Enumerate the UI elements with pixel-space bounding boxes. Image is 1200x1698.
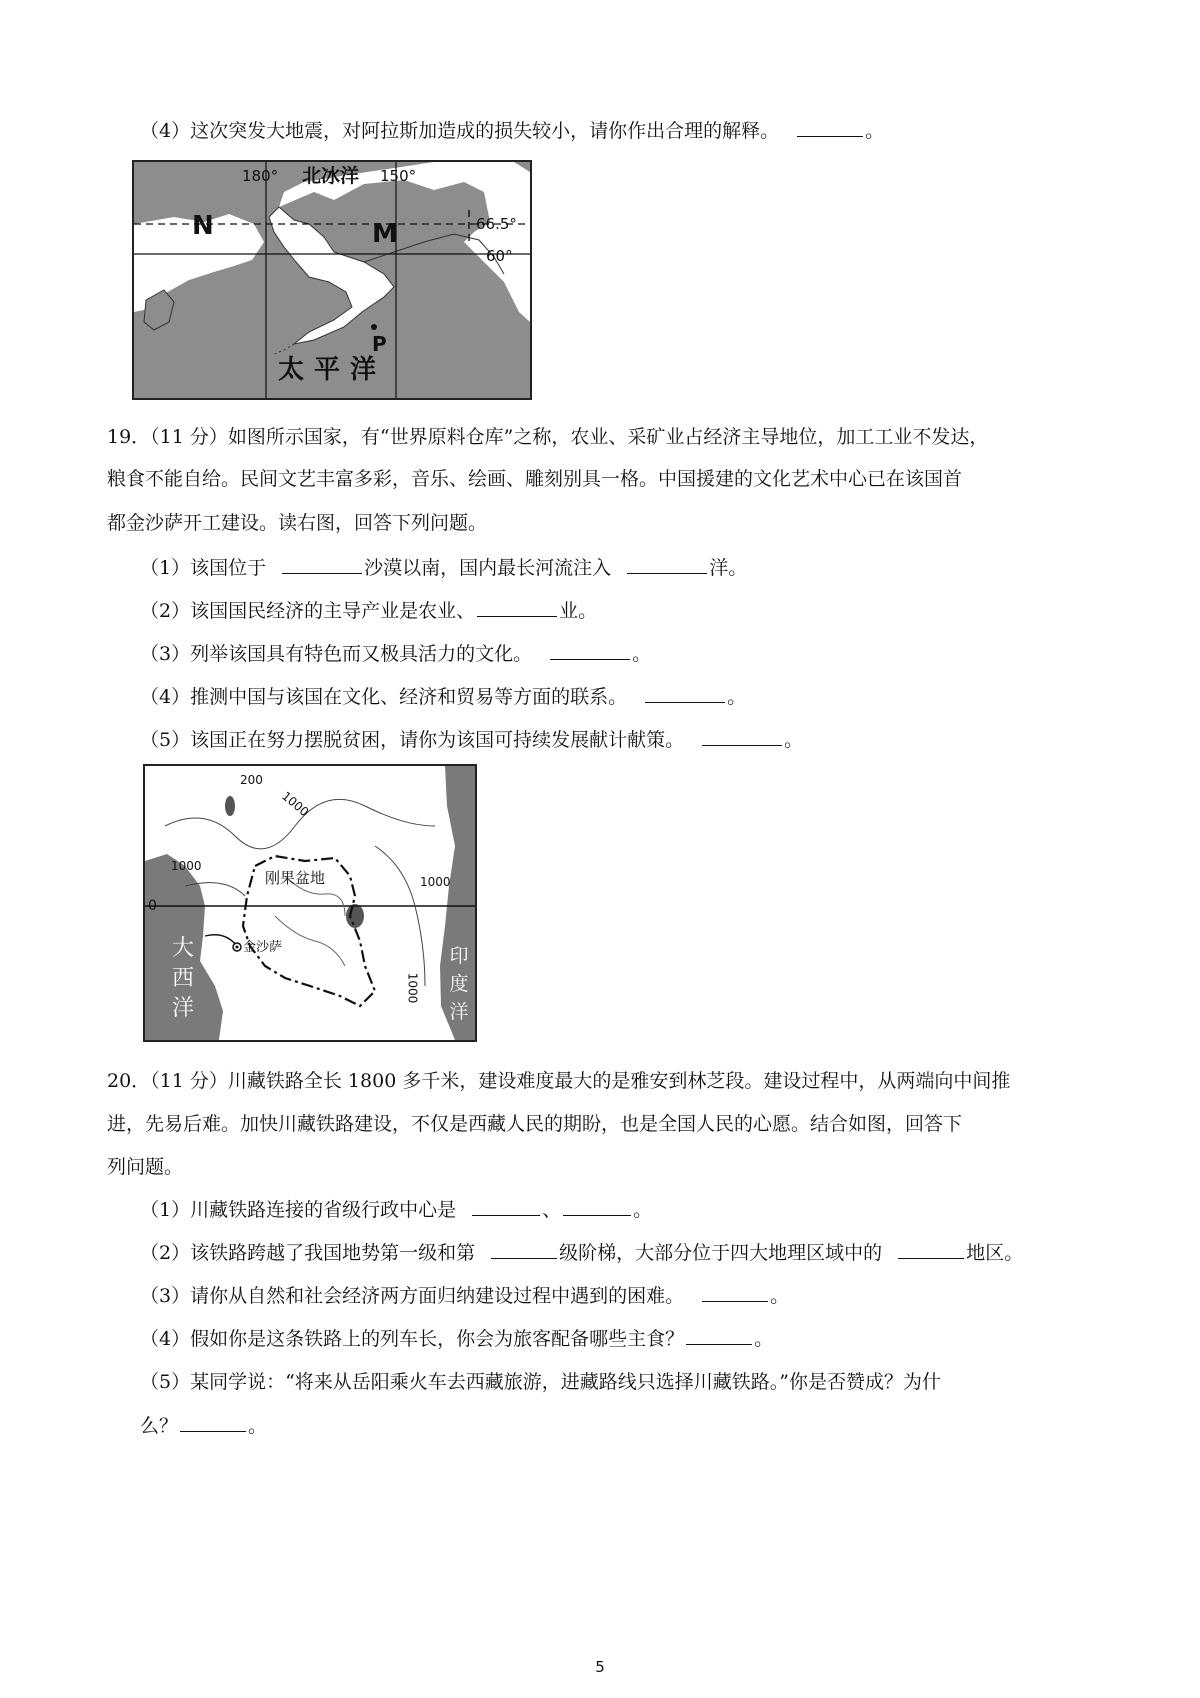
q19-stem-line3: 都金沙萨开工建设。读右图，回答下列问题。 bbox=[107, 512, 488, 534]
q20-stem-line2: 进，先易后难。加快川藏铁路建设，不仅是西藏人民的期盼，也是全国人民的心愿。结合如图，回答下 bbox=[107, 1113, 963, 1135]
q19-item4: （4）推测中国与该国在文化、经济和贸易等方面的联系。 。 bbox=[140, 686, 747, 708]
q20-stem-line1: 20．（11 分）川藏铁路全长 1800 多千米，建设难度最大的是雅安到林芝段。建设过程中，从两端向中间推 bbox=[107, 1070, 1011, 1092]
congo-map bbox=[143, 764, 477, 1042]
equator-label: 0 bbox=[148, 898, 157, 914]
q20-item2: （2）该铁路跨越了我国地势第一级和第 级阶梯，大部分位于四大地理区域中的 地区。 bbox=[140, 1242, 1024, 1264]
answer-blank[interactable] bbox=[472, 1197, 540, 1216]
q19-item1: （1）该国位于 沙漠以南，国内最长河流注入 洋。 bbox=[140, 557, 748, 579]
q20-item1: （1）川藏铁路连接的省级行政中心是 、 。 bbox=[140, 1199, 653, 1221]
lat-60-label: 60° bbox=[486, 247, 513, 265]
label-n: N bbox=[192, 211, 214, 241]
answer-blank[interactable] bbox=[797, 118, 863, 137]
contour-1000-label: 1000 bbox=[279, 788, 312, 820]
lat-665-label: 66.5° bbox=[476, 215, 517, 233]
q19-item5: （5）该国正在努力摆脱贫困，请你为该国可持续发展献计献策。 。 bbox=[140, 729, 804, 751]
q18-item4-text: （4）这次突发大地震，对阿拉斯加造成的损失较小，请你作出合理的解释。 bbox=[140, 120, 780, 142]
answer-blank[interactable] bbox=[491, 1240, 557, 1259]
atlantic-ocean-label: 大 西 洋 bbox=[171, 936, 194, 1021]
contour-1000-label: 1000 bbox=[405, 972, 420, 1004]
congo-basin-label: 刚果盆地 bbox=[265, 869, 326, 887]
answer-blank[interactable] bbox=[180, 1413, 246, 1432]
lon-150-label: 150° bbox=[380, 167, 417, 185]
answer-blank[interactable] bbox=[563, 1197, 631, 1216]
contour-1000-label: 1000 bbox=[171, 859, 202, 873]
q19-stem-line1: 19．（11 分）如图所示国家，有“世界原料仓库”之称，农业、采矿业占经济主导地位，加工工业不发达， bbox=[107, 426, 989, 448]
answer-blank[interactable] bbox=[627, 555, 707, 574]
q20-item3: （3）请你从自然和社会经济两方面归纳建设过程中遇到的困难。 。 bbox=[140, 1285, 790, 1307]
answer-blank[interactable] bbox=[686, 1326, 752, 1345]
answer-blank[interactable] bbox=[550, 641, 630, 660]
alaska-map bbox=[132, 160, 532, 400]
answer-blank[interactable] bbox=[645, 684, 725, 703]
point-p-marker bbox=[371, 324, 377, 330]
answer-blank[interactable] bbox=[477, 598, 557, 617]
pacific-ocean-label: 太平洋 bbox=[278, 355, 387, 385]
answer-blank[interactable] bbox=[702, 727, 782, 746]
q19-stem-line2: 粮食不能自给。民间文艺丰富多彩，音乐、绘画、雕刻别具一格。中国援建的文化艺术中心已在该国首 bbox=[107, 468, 963, 490]
answer-blank[interactable] bbox=[898, 1240, 964, 1259]
arctic-ocean-label: 北冰洋 bbox=[302, 165, 360, 187]
q20-stem-line3: 列问题。 bbox=[107, 1156, 184, 1178]
page-number: 5 bbox=[595, 1658, 605, 1676]
indian-ocean-label: 印 度 洋 bbox=[449, 945, 469, 1023]
kinshasa-label: 金沙萨 bbox=[243, 940, 283, 955]
q20-item5-line2: 么？ 。 bbox=[140, 1415, 268, 1437]
contour-1000-label: 1000 bbox=[420, 875, 451, 889]
q19-item3: （3）列举该国具有特色而又极具活力的文化。 。 bbox=[140, 643, 652, 665]
lon-180-label: 180° bbox=[242, 167, 279, 185]
answer-blank[interactable] bbox=[282, 555, 362, 574]
q18-item4: （4）这次突发大地震，对阿拉斯加造成的损失较小，请你作出合理的解释。 。 bbox=[140, 120, 885, 142]
q20-item5-line1: （5）某同学说：“将来从岳阳乘火车去西藏旅游，进藏路线只选择川藏铁路。”你是否赞成？为什 bbox=[140, 1371, 942, 1393]
contour-200-label: 200 bbox=[240, 773, 263, 787]
label-m: M bbox=[372, 219, 398, 249]
answer-blank[interactable] bbox=[702, 1283, 768, 1302]
q19-item2: （2）该国国民经济的主导产业是农业、 业。 bbox=[140, 600, 598, 622]
q20-item4: （4）假如你是这条铁路上的列车长，你会为旅客配备哪些主食？ 。 bbox=[140, 1328, 774, 1350]
label-p: P bbox=[372, 332, 387, 356]
